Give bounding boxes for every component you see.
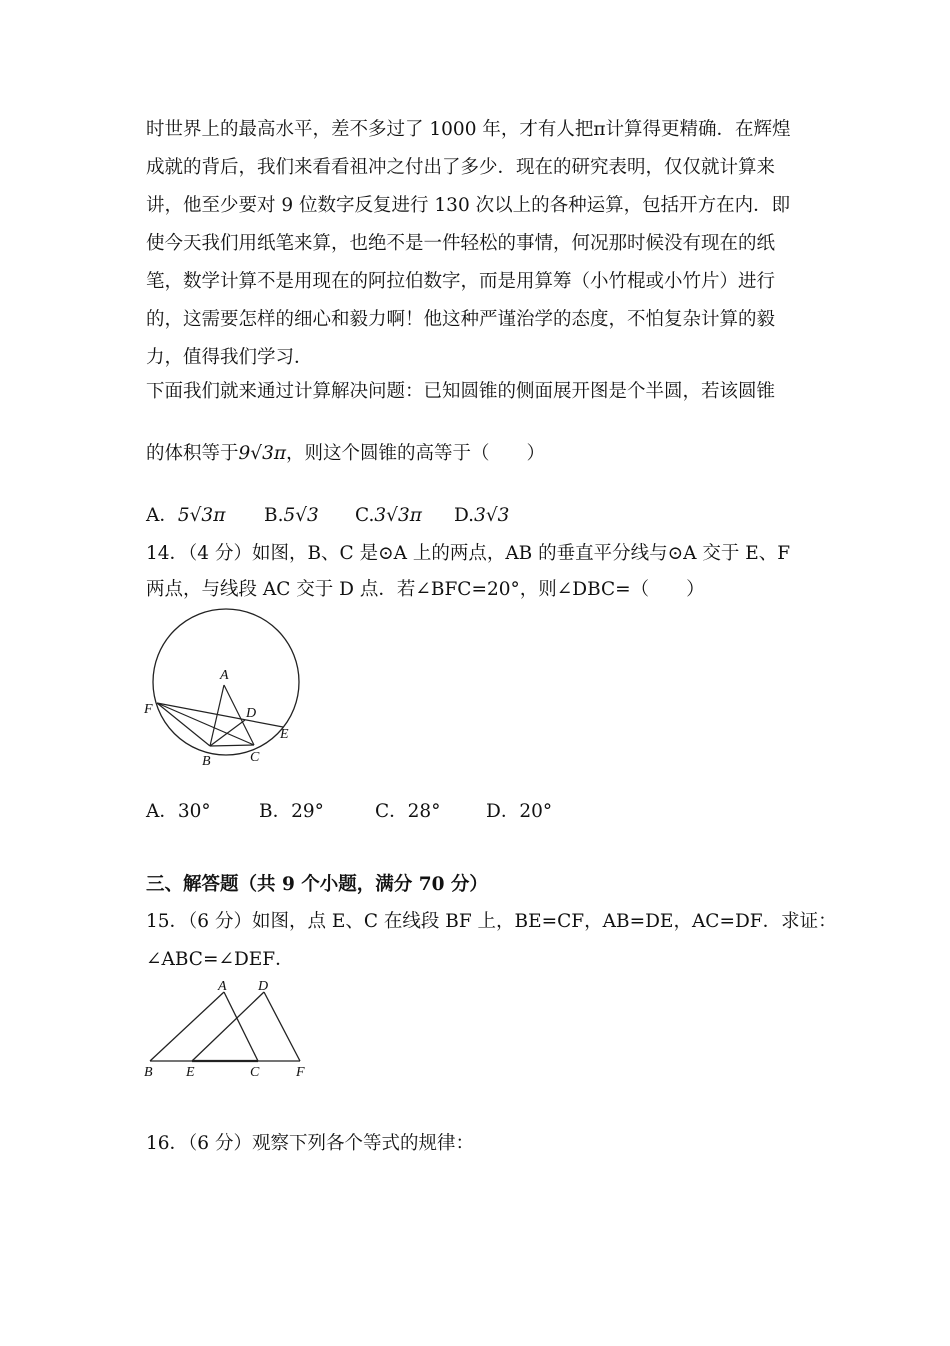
q13-text-line2: [146, 442, 545, 466]
passage-line: 力，值得我们学习．: [146, 347, 313, 368]
passage-line: 使今天我们用纸笔来算，也绝不是一件轻松的事情，何况那时候没有现在的纸: [146, 233, 776, 254]
q14-option-a: A．30°: [146, 801, 211, 822]
option-label: B.: [264, 505, 284, 526]
option-value: 5√3: [283, 505, 319, 526]
q13-option-c: [355, 504, 422, 528]
label-a: A: [218, 979, 227, 994]
q16-text-line1: 16．（6 分）观察下列各个等式的规律：: [146, 1133, 474, 1154]
segment-fe: [157, 703, 283, 727]
q13-option-a: [146, 504, 225, 528]
q13-text-pre: 的体积等于: [146, 443, 239, 464]
q15-triangles-figure: [140, 975, 320, 1085]
q14-text-line1: 14．（4 分）如图，B、C 是⊙A 上的两点，AB 的垂直平分线与⊙A 交于 E、F: [146, 543, 791, 564]
segment-ab: [150, 992, 224, 1061]
segment-bc: [210, 745, 254, 746]
passage-line: 时世界上的最高水平，差不多过了 1000 年，才有人把π计算得更精确．在辉煌: [146, 119, 791, 140]
q13-option-d: [454, 504, 509, 528]
label-d: D: [258, 979, 269, 994]
q14-option-c: C．28°: [375, 801, 441, 822]
q13-volume-expr: 9√3π: [238, 443, 287, 464]
section-heading: 三、解答题（共 9 个小题，满分 70 分）: [146, 874, 488, 895]
q13-text-line1: 下面我们就来通过计算解决问题：已知圆锥的侧面展开图是个半圆，若该圆锥: [146, 381, 776, 402]
label-c: C: [250, 750, 260, 765]
option-label: A．: [146, 505, 178, 526]
q15-text-line2: ∠ABC=∠DEF．: [146, 949, 294, 970]
passage-line: 笔，数学计算不是用现在的阿拉伯数字，而是用算筹（小竹棍或小竹片）进行: [146, 271, 776, 292]
label-b: B: [144, 1065, 153, 1080]
label-b: B: [202, 754, 211, 769]
label-e: E: [280, 727, 289, 742]
label-f: F: [296, 1065, 305, 1080]
option-label: C.: [355, 505, 375, 526]
q13-text-post: ，则这个圆锥的高等于（ ）: [286, 443, 546, 464]
label-f: F: [144, 702, 153, 717]
option-value: 3√3π: [374, 505, 422, 526]
segment-df: [264, 992, 300, 1061]
label-c: C: [250, 1065, 260, 1080]
q13-option-b: [264, 504, 319, 528]
q15-text-line1: 15．（6 分）如图，点 E、C 在线段 BF 上，BE=CF，AB=DE，AC=DF．求证：: [146, 911, 837, 932]
option-label: D.: [454, 505, 475, 526]
segment-fb: [157, 703, 210, 746]
q14-circle-figure: [140, 605, 310, 775]
q14-option-d: D．20°: [486, 801, 553, 822]
passage-line: 的，这需要怎样的细心和毅力啊！他这种严谨治学的态度，不怕复杂计算的毅: [146, 309, 776, 330]
q14-text-line2: 两点，与线段 AC 交于 D 点．若∠BFC=20°，则∠DBC=（ ）: [146, 579, 705, 600]
label-a: A: [220, 668, 229, 683]
label-d: D: [246, 706, 257, 721]
passage-line: 成就的背后，我们来看看祖冲之付出了多少．现在的研究表明，仅仅就计算来: [146, 157, 776, 178]
passage-line: 讲，他至少要对 9 位数字反复进行 130 次以上的各种运算，包括开方在内．即: [146, 195, 791, 216]
option-value: 5√3π: [177, 505, 226, 526]
option-value: 3√3: [474, 505, 510, 526]
q14-option-b: B．29°: [259, 801, 324, 822]
label-e: E: [186, 1065, 195, 1080]
